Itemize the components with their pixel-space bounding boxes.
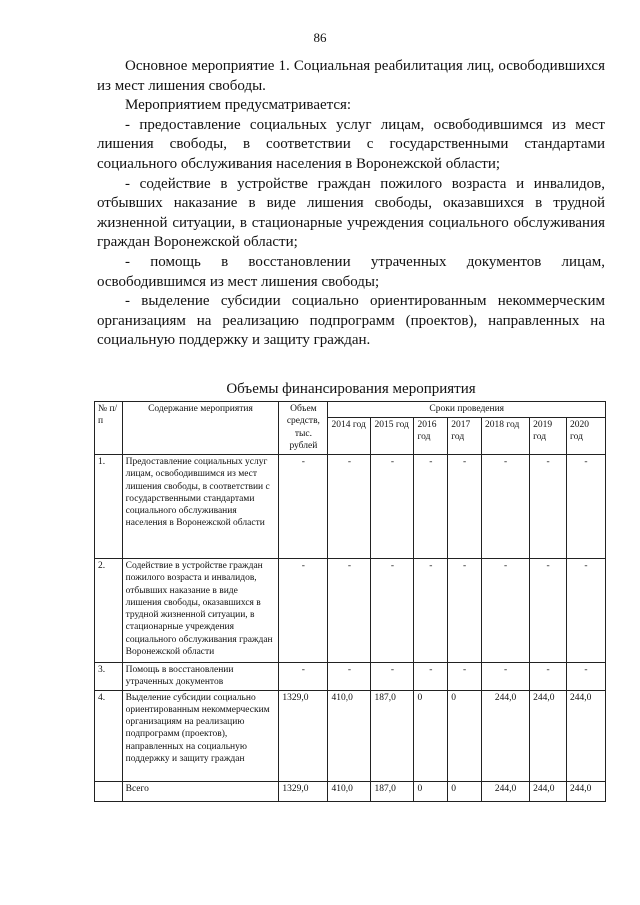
row-value: - xyxy=(371,455,414,559)
row-value: 187,0 xyxy=(371,781,414,801)
header-periods: Сроки проведения xyxy=(328,402,606,418)
header-year: 2016 год xyxy=(414,418,448,455)
header-year: 2018 год xyxy=(482,418,530,455)
row-value: - xyxy=(482,559,530,663)
table-row xyxy=(95,690,606,781)
row-value: 410,0 xyxy=(328,781,371,801)
row-value: - xyxy=(371,559,414,663)
table-title: Объемы финансирования мероприятия xyxy=(226,381,476,397)
row-value: - xyxy=(448,559,482,663)
row-value: - xyxy=(414,559,448,663)
row-value: - xyxy=(482,663,530,691)
header-year: 2015 год xyxy=(371,418,414,455)
header-year: 2017 год xyxy=(448,418,482,455)
row-value: 0 xyxy=(414,690,448,781)
row-funds: - xyxy=(279,559,328,663)
row-value: - xyxy=(530,559,567,663)
row-funds: 1329,0 xyxy=(279,781,328,801)
header-year: 2020 год xyxy=(567,418,606,455)
row-num: 4. xyxy=(95,690,123,781)
row-value: - xyxy=(448,455,482,559)
row-value: - xyxy=(328,455,371,559)
paragraph: - помощь в восстановлении утраченных документов лицам, освободившимся из мест лишения свободы; xyxy=(97,253,605,290)
row-value: 187,0 xyxy=(371,690,414,781)
table-row xyxy=(95,663,606,691)
row-num: 3. xyxy=(95,663,123,691)
row-value: - xyxy=(530,455,567,559)
header-content: Содержание мероприятия xyxy=(122,402,279,455)
header-year: 2019 год xyxy=(530,418,567,455)
row-content: Содействие в устройстве граждан пожилого возраста и инвалидов, отбывших наказание в виде лишения свободы, оказавшихся в трудной жизненной ситуации, в стационарные учреждения социального обслуживания граждан Воронежской области xyxy=(122,559,279,663)
row-value: 410,0 xyxy=(328,690,371,781)
paragraph: Мероприятием предусматривается: xyxy=(125,97,352,114)
table-row xyxy=(95,559,606,663)
row-value: 244,0 xyxy=(567,781,606,801)
row-funds: - xyxy=(279,455,328,559)
row-num: 1. xyxy=(95,455,123,559)
paragraph: - предоставление социальных услуг лицам, освободившимся из мест лишения свободы, в соответствии с государственными стандартами социального обслуживания населения в Воронежской области; xyxy=(97,116,605,172)
row-value: - xyxy=(530,663,567,691)
paragraph: Основное мероприятие 1. Социальная реабилитация лиц, освободившихся из мест лишения свободы. xyxy=(97,58,605,94)
row-value: - xyxy=(371,663,414,691)
row-value: 244,0 xyxy=(567,690,606,781)
row-num xyxy=(95,781,123,801)
row-value: 244,0 xyxy=(530,781,567,801)
row-funds: 1329,0 xyxy=(279,690,328,781)
page-number: 86 xyxy=(313,30,327,45)
row-value: 244,0 xyxy=(482,690,530,781)
row-value: 244,0 xyxy=(530,690,567,781)
body-text xyxy=(97,57,605,351)
row-content: Помощь в восстановлении утраченных документов xyxy=(122,663,279,691)
header-num: № п/п xyxy=(95,402,123,455)
table-total-row xyxy=(95,781,606,801)
table-header-row xyxy=(95,402,606,418)
row-content: Всего xyxy=(122,781,279,801)
row-content: Выделение субсидии социально ориентированным некоммерческим организациям на реализацию подпрограмм (проектов), направленных на социальную поддержку и защиту граждан xyxy=(122,690,279,781)
row-value: 0 xyxy=(448,781,482,801)
header-year: 2014 год xyxy=(328,418,371,455)
row-content: Предоставление социальных услуг лицам, освободившимся из мест лишения свободы, в соответствии с государственными стандартами социального обслуживания населения в Воронежской области xyxy=(122,455,279,559)
row-value: - xyxy=(414,663,448,691)
row-num: 2. xyxy=(95,559,123,663)
table-row xyxy=(95,455,606,559)
row-value: 0 xyxy=(448,690,482,781)
paragraph: - выделение субсидии социально ориентированным некоммерческим организациям на реализацию подпрограмм (проектов), направленных на социальную поддержку и защиту граждан. xyxy=(97,293,605,349)
row-value: - xyxy=(567,455,606,559)
row-value: 244,0 xyxy=(482,781,530,801)
row-value: - xyxy=(414,455,448,559)
row-value: 0 xyxy=(414,781,448,801)
row-value: - xyxy=(328,559,371,663)
row-funds: - xyxy=(279,663,328,691)
row-value: - xyxy=(448,663,482,691)
paragraph: - содействие в устройстве граждан пожилого возраста и инвалидов, отбывших наказание в виде лишения свободы, оказавшихся в трудной жизненной ситуации, в стационарные учреждения социального обслуживания граждан Воронежской области; xyxy=(97,175,605,251)
header-funds: Объем средств, тыс. рублей xyxy=(279,402,328,455)
row-value: - xyxy=(482,455,530,559)
row-value: - xyxy=(567,559,606,663)
row-value: - xyxy=(328,663,371,691)
row-value: - xyxy=(567,663,606,691)
financing-table xyxy=(94,401,606,802)
